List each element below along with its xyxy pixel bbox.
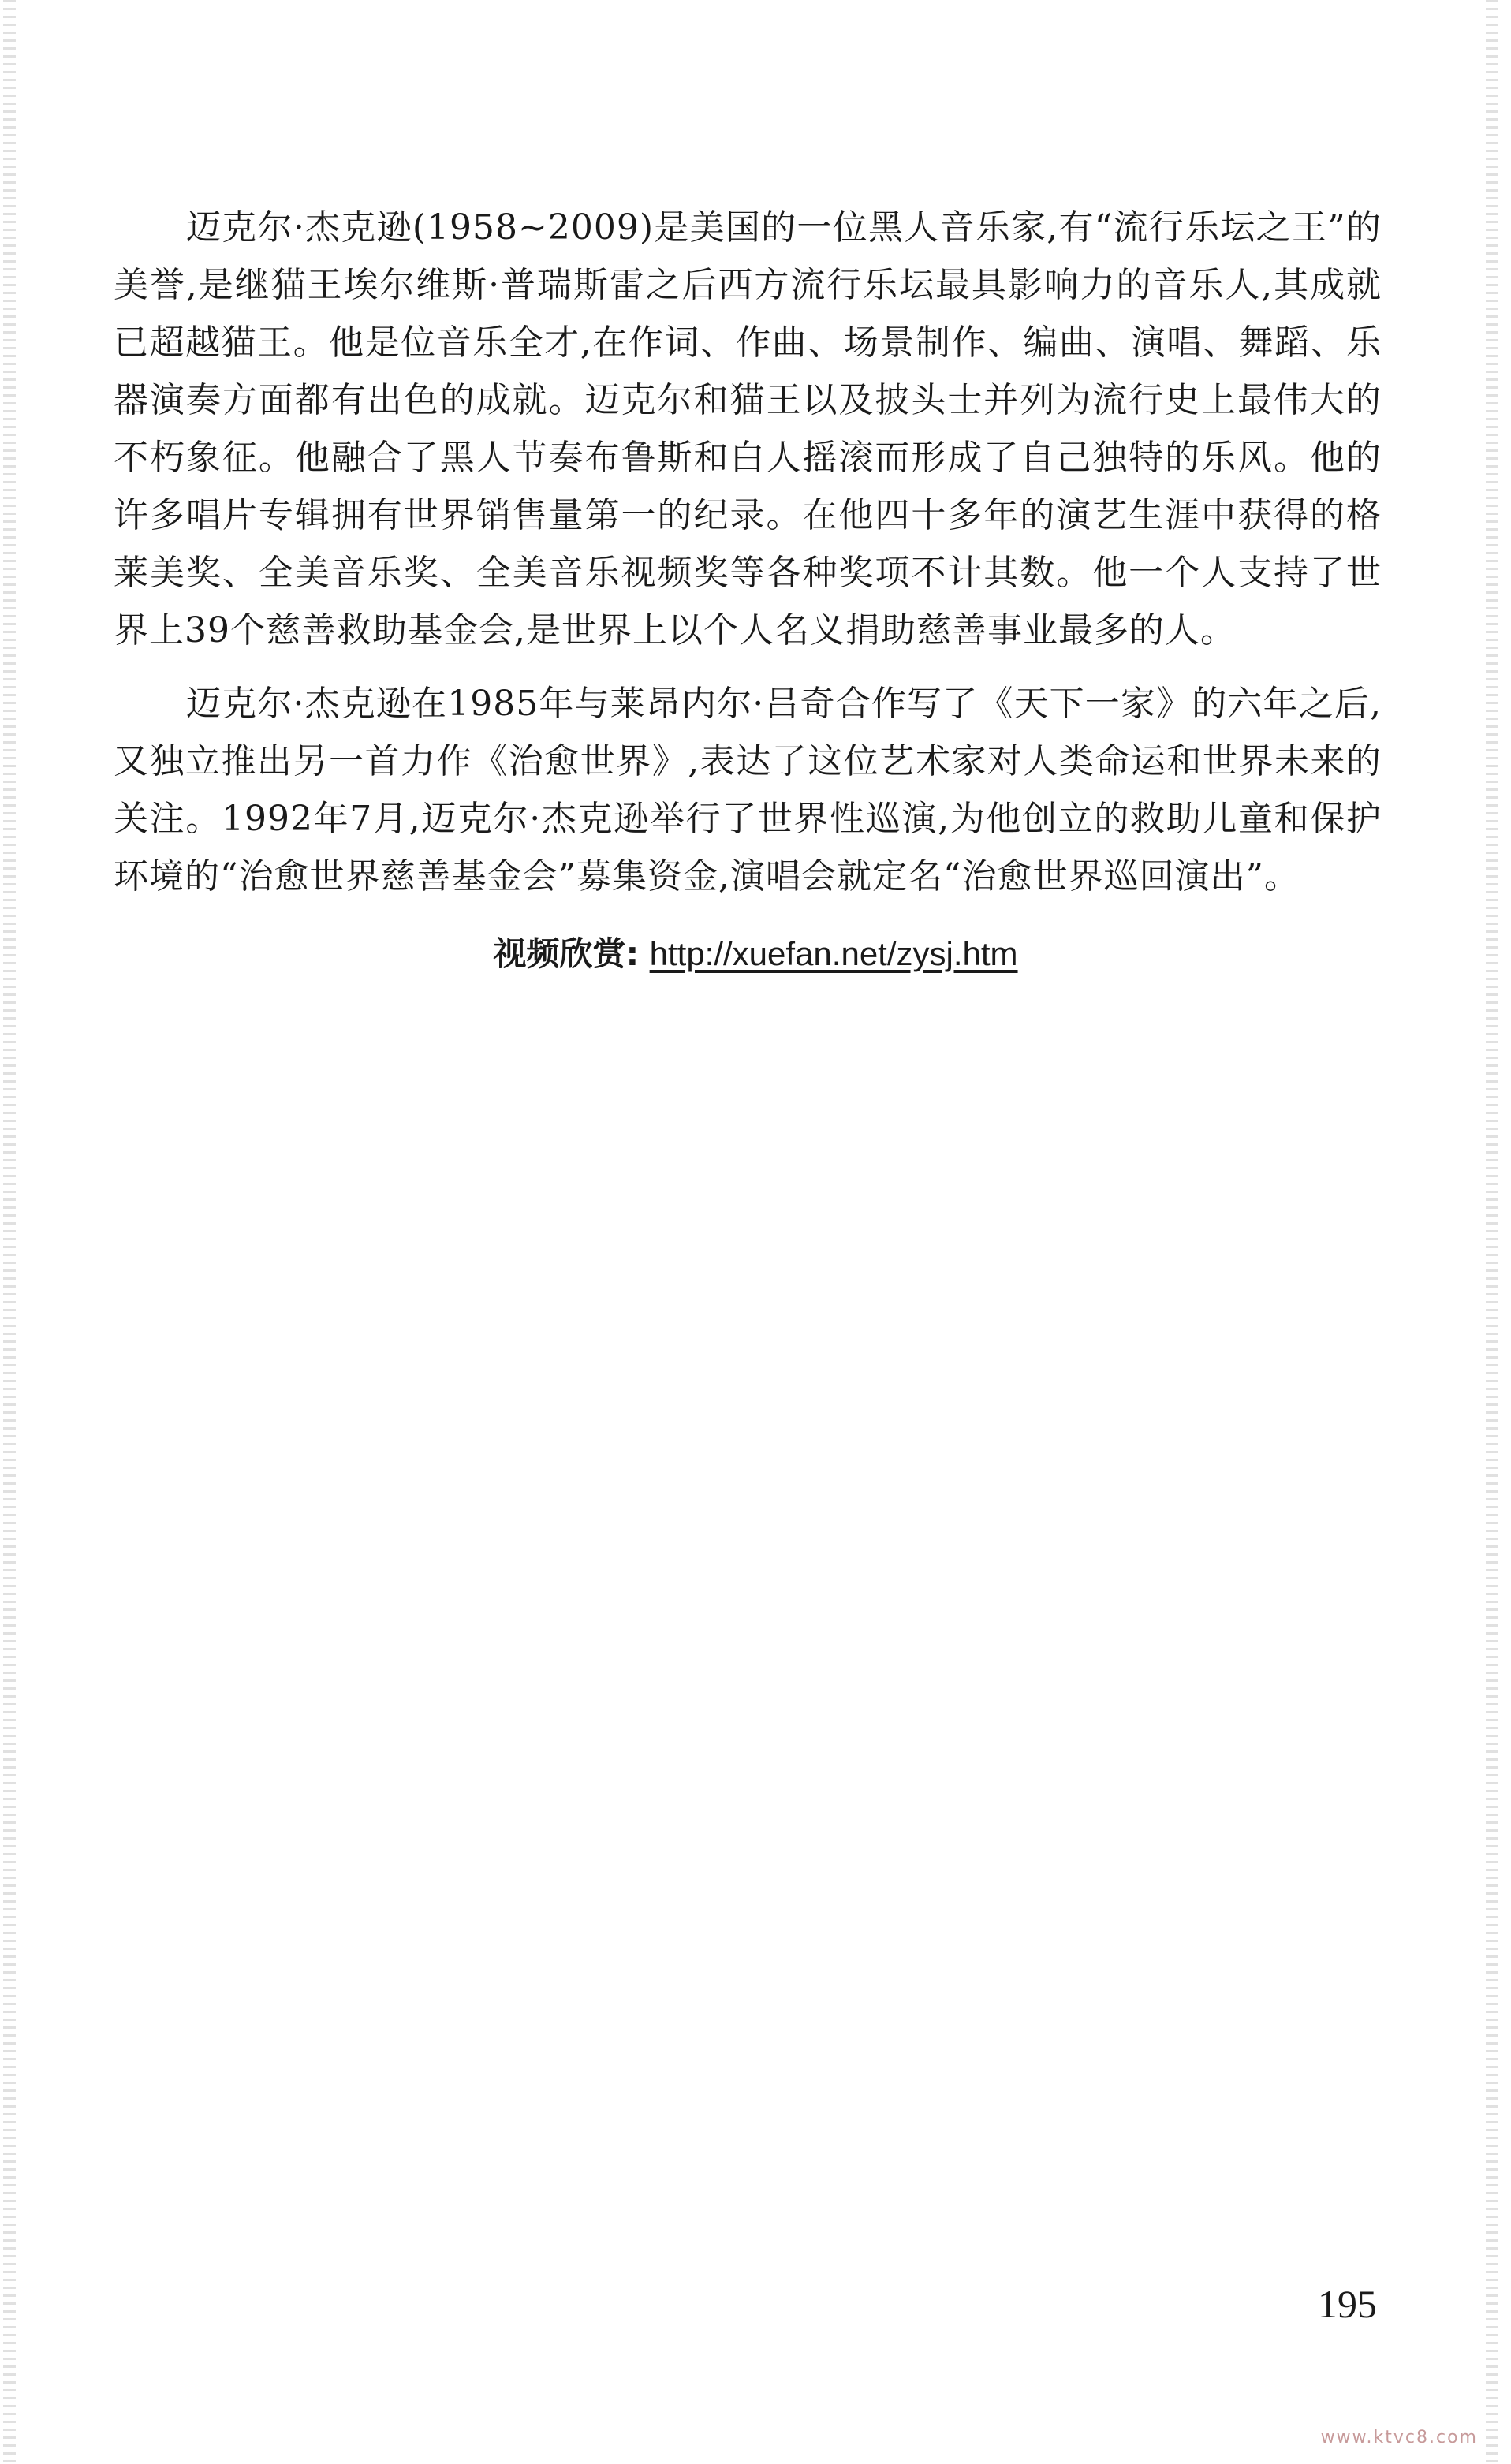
- page-number: 195: [1318, 2282, 1377, 2326]
- paragraph-1: 迈克尔·杰克逊(1958~2009)是美国的一位黑人音乐家,有“流行乐坛之王”的美誉,是继猫王埃尔维斯·普瑞斯雷之后西方流行乐坛最具影响力的音乐人,其成就已超越猫王。他是位音乐全才,在作词、作曲、场景制作、编曲、演唱、舞蹈、乐器演奏方面都有出色的成就。迈克尔和猫王以及披头士并列为流行史上最伟大的不朽象征。他融合了黑人节奏布鲁斯和白人摇滚而形成了自己独特的乐风。他的许多唱片专辑拥有世界销售量第一的纪录。在他四十多年的演艺生涯中获得的格莱美奖、全美音乐奖、全美音乐视频奖等各种奖项不计其数。他一个人支持了世界上39个慈善救助基金会,是世界上以个人名义捐助慈善事业最多的人。: [114, 207, 1382, 650]
- video-label: 视频欣赏:: [493, 934, 640, 973]
- video-link[interactable]: http://xuefan.net/zysj.htm: [649, 935, 1018, 972]
- site-watermark: www.ktvc8.com: [1320, 2428, 1478, 2447]
- page-edge-left: [3, 0, 16, 2464]
- video-appreciation: [0, 930, 1511, 978]
- article-body: [114, 199, 1382, 905]
- paragraph-2: 迈克尔·杰克逊在1985年与莱昂内尔·吕奇合作写了《天下一家》的六年之后,又独立推出另一首力作《治愈世界》,表达了这位艺术家对人类命运和世界未来的关注。1992年7月,迈克尔·杰克逊举行了世界性巡演,为他创立的救助儿童和保护环境的“治愈世界慈善基金会”募集资金,演唱会就定名“治愈世界巡回演出”。: [114, 684, 1382, 897]
- page-edge-right: [1486, 0, 1498, 2464]
